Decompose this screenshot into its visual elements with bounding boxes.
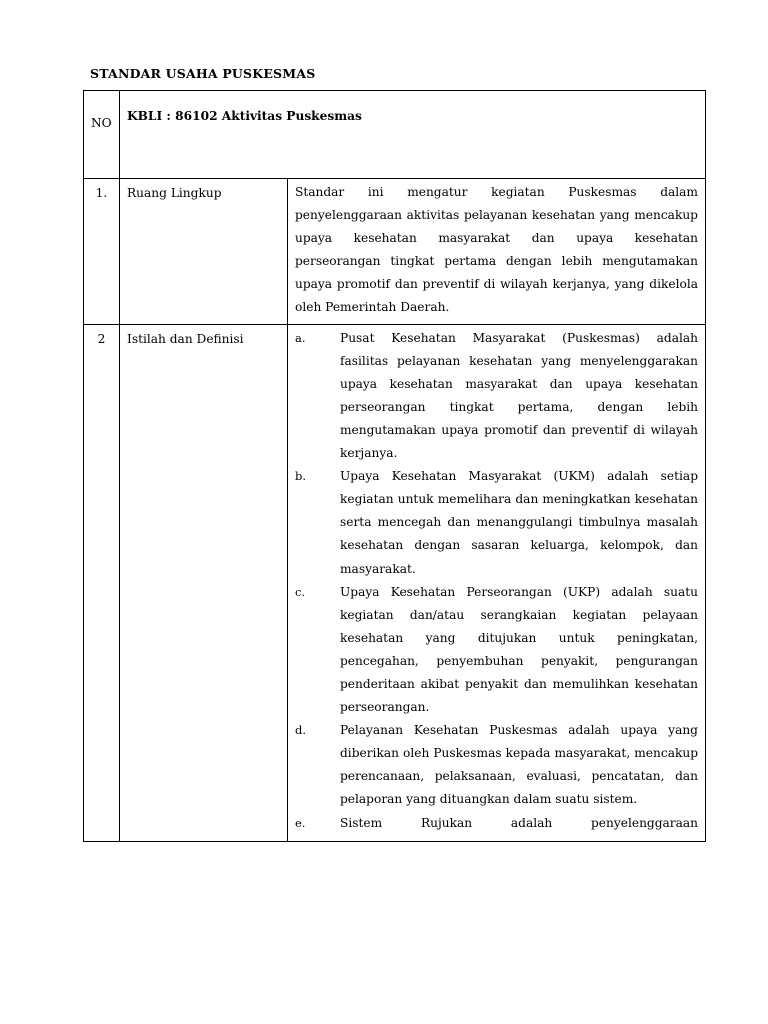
definition-letter: b.: [295, 469, 307, 484]
definition-text: Pusat Kesehatan Masyarakat (Puskesmas) adalah fasilitas pelayanan kesehatan yang menyelenggarakan upaya kesehatan masyarakat dan upaya kesehatan perseorangan tingkat pertama, dengan lebih mengutamakan upaya promotif dan preventif di wilayah kerjanya.: [340, 330, 698, 461]
header-kbli-cell: KBLI : 86102 Aktivitas Puskesmas: [120, 91, 706, 179]
row-number: 2: [84, 324, 120, 841]
definition-letter: a.: [295, 330, 306, 345]
definition-letter: c.: [295, 584, 306, 599]
row-label: Istilah dan Definisi: [120, 324, 288, 841]
row-label: Ruang Lingkup: [120, 179, 288, 325]
definition-item: [295, 465, 698, 580]
definition-letter: e.: [295, 815, 306, 830]
definition-letter: d.: [295, 723, 307, 738]
definition-item: [295, 327, 698, 466]
row-number: 1.: [84, 179, 120, 325]
header-no-cell: NO: [84, 91, 120, 179]
scope-text: Standar ini mengatur kegiatan Puskesmas dalam penyelenggaraan aktivitas pelayanan kesehatan yang mencakup upaya kesehatan masyarakat dan upaya kesehatan perseorangan tingkat pertama dengan lebih mengutamakan upaya promotif dan preventif di wilayah kerjanya, yang dikelola oleh Pemerintah Daerah.: [288, 179, 706, 325]
definition-text: Upaya Kesehatan Masyarakat (UKM) adalah setiap kegiatan untuk memelihara dan meningkatkan kesehatan serta mencegah dan menanggulangi timbulnya masalah kesehatan dengan sasaran keluarga, kelompok, dan masyarakat.: [340, 469, 698, 576]
definition-text: Pelayanan Kesehatan Puskesmas adalah upaya yang diberikan oleh Puskesmas kepada masyarakat, mencakup perencanaan, pelaksanaan, evaluasi, pencatatan, dan pelaporan yang dituangkan dalam suatu sistem.: [340, 723, 698, 807]
definition-item: [295, 719, 698, 811]
definition-text: Sistem Rujukan adalah penyelenggaraan: [340, 815, 698, 830]
definitions-list: [288, 324, 706, 841]
standard-table: [83, 90, 706, 842]
table-row: [84, 179, 706, 325]
document-title: STANDAR USAHA PUSKESMAS: [90, 66, 316, 81]
definition-text: Upaya Kesehatan Perseorangan (UKP) adalah suatu kegiatan dan/atau serangkaian kegiatan pelayaan kesehatan yang ditujukan untuk peningkatan, pencegahan, penyembuhan penyakit, pengurangan penderitaan akibat penyakit dan memulihkan kesehatan perseorangan.: [340, 584, 698, 715]
table-header-row: [84, 91, 706, 179]
definition-item: [295, 581, 698, 720]
table-row: [84, 324, 706, 841]
definition-item: [295, 812, 698, 835]
